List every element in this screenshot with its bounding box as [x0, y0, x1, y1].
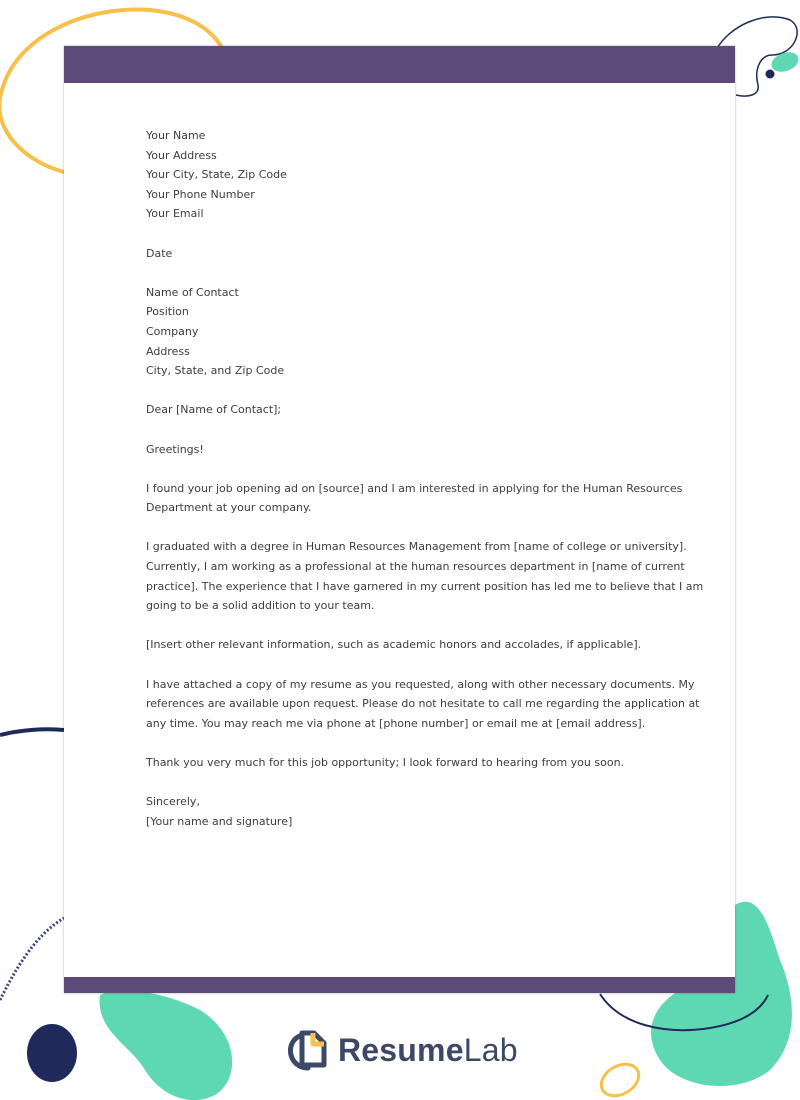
brand-name-part2: Lab [463, 1031, 518, 1068]
sender-city-state-zip: Your City, State, Zip Code [146, 168, 287, 182]
navy-dot-top-right [766, 70, 775, 79]
recipient-contact: Name of Contact [146, 285, 239, 299]
recipient-position: Position [146, 305, 189, 319]
recipient-company: Company [146, 324, 199, 338]
resumelab-logo-icon [288, 1029, 328, 1071]
letter-date: Date [146, 246, 173, 260]
paragraph-intro [146, 479, 683, 518]
sender-name: Your Name [146, 129, 206, 142]
paragraph-line: any time. You may reach me via phone at [phone number] or email me at [email address]. [146, 716, 646, 730]
navy-curve-left-lower [0, 918, 64, 1000]
paragraph-line: Currently, I am working as a professional at the human resources department in [name of current [146, 560, 685, 574]
sender-phone: Your Phone Number [146, 187, 255, 201]
paragraph-line: [Insert other relevant information, such as academic honors and accolades, if applicable]. [146, 638, 642, 652]
brand-name-part1: Resume [338, 1031, 464, 1068]
yellow-ring-bottom-right [596, 1058, 645, 1100]
mint-blob-bottom-left [100, 990, 233, 1100]
sender-block [146, 126, 661, 224]
closing: Sincerely, [146, 795, 200, 809]
sender-address: Your Address [146, 148, 217, 162]
paragraph-line: I have attached a copy of my resume as you requested, along with other necessary documents. My [146, 677, 695, 691]
paragraph-line: practice]. The experience that I have garnered in my current position has led me to believe that I am [146, 579, 704, 593]
paragraph-line: I found your job opening ad on [source] and I am interested in applying for the Human Resources [146, 481, 683, 495]
paragraph-attachments [146, 675, 700, 734]
recipient-block [146, 283, 661, 381]
salutation: Dear [Name of Contact]; [146, 403, 282, 417]
paragraph-line: Department at your company. [146, 501, 312, 515]
footer-band [64, 977, 735, 993]
recipient-address: Address [146, 344, 190, 358]
paragraph-thanks [146, 753, 661, 773]
paragraph-line: I graduated with a degree in Human Resources Management from [name of college or university]. [146, 540, 687, 554]
resumelab-wordmark [338, 1032, 518, 1069]
navy-curve-left-middle [0, 729, 64, 735]
recipient-city-state-zip: City, State, and Zip Code [146, 364, 285, 378]
paragraph-line: going to be a solid addition to your team. [146, 599, 375, 613]
header-band [64, 46, 735, 83]
sender-email: Your Email [146, 207, 204, 221]
navy-blob-bottom-left [27, 1024, 77, 1082]
paragraph-education [146, 537, 704, 615]
paragraph-line: references are available upon request. Please do not hesitate to call me regarding the application at [146, 697, 700, 711]
paragraph-other-info [146, 635, 661, 655]
cover-letter-body [146, 126, 704, 831]
signature: [Your name and signature] [146, 814, 293, 828]
letter-page [64, 46, 735, 993]
greeting: Greetings! [146, 442, 204, 456]
resumelab-logo [288, 1028, 518, 1072]
paragraph-line: Thank you very much for this job opportunity; I look forward to hearing from you soon. [146, 756, 625, 769]
